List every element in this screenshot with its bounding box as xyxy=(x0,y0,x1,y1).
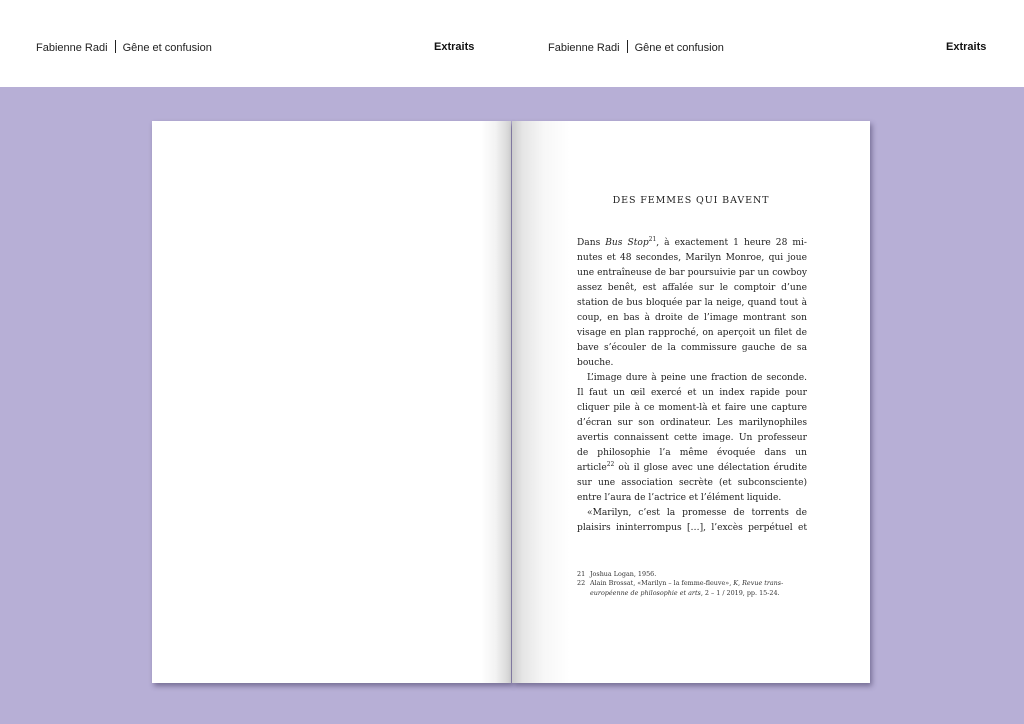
footnote-text: Joshua Logan, 1956. xyxy=(590,570,657,578)
text-run: où il glose avec une délectation érudite sur une association secrète (et subconsciente) entre l’aura de l’actrice et l’élément liquide. xyxy=(577,463,807,503)
text-run: , à exactement 1 heure 28 minutes et 48 secondes, Marilyn Monroe, qui joue une entraîneuse de bar poursuivie par un cowboy assez benêt, est affalée sur le comptoir d’une station de bus bloquée par la neige, quand tout à coup, en bas à droite de l’image montrant son visage en plan rapproché, on aperçoit un filet de bave s’écouler de la commissure gauche de sa bouche. xyxy=(577,238,807,368)
footnote xyxy=(577,579,809,598)
paragraph xyxy=(577,371,807,506)
footnote-ref: 21 xyxy=(648,236,657,243)
header-section-label: Extraits xyxy=(434,41,475,53)
header-book-info xyxy=(36,40,212,55)
footnotes xyxy=(577,570,809,598)
footnote-text: Alain Brossat, «Marilyn – la femme-fleuve», xyxy=(590,579,734,588)
text-run: L’image dure à peine une fraction de seconde. Il faut un œil exercé et un index rapide pour cliquer pile à ce moment-là et faire une capture d’écran sur son ordinateur. Les marilynophiles avertis connaissent cette image. Un professeur de philosophie l’a même évoquée dans un article xyxy=(577,373,807,473)
header-author: Fabienne Radi xyxy=(36,42,108,54)
paragraph xyxy=(577,236,807,371)
footnote-number: 21 xyxy=(577,570,586,578)
footnote-number: 22 xyxy=(577,579,586,588)
text-run: Dans xyxy=(577,238,606,248)
film-title: Bus Stop xyxy=(605,238,649,248)
header-author: Fabienne Radi xyxy=(548,42,620,54)
footnote xyxy=(577,570,809,579)
book-page-right xyxy=(512,121,870,683)
header-book-title: Gêne et confusion xyxy=(122,42,212,54)
book-page-left xyxy=(152,121,511,683)
footnote-journal-title: K, Revue trans-européenne de philosophie et arts xyxy=(590,579,784,597)
header-section-label: Extraits xyxy=(946,41,987,53)
paragraph: «Marilyn, c’est la promesse de torrents de plaisirs ininterrompus […], l’excès perpétuel et xyxy=(577,508,807,533)
header-book-info xyxy=(548,40,724,55)
header-divider xyxy=(115,40,116,53)
chapter-title: DES FEMMES QUI BAVENT xyxy=(612,195,770,206)
footnote-ref: 22 xyxy=(606,461,615,468)
site-header xyxy=(0,0,1024,87)
page-gutter-shadow xyxy=(481,121,511,683)
header-book-title: Gêne et confusion xyxy=(634,42,724,54)
footnote-text: , 2 – 1 / 2019, pp. 15-24. xyxy=(700,588,780,597)
header-divider xyxy=(627,40,628,53)
body-text xyxy=(577,236,807,536)
